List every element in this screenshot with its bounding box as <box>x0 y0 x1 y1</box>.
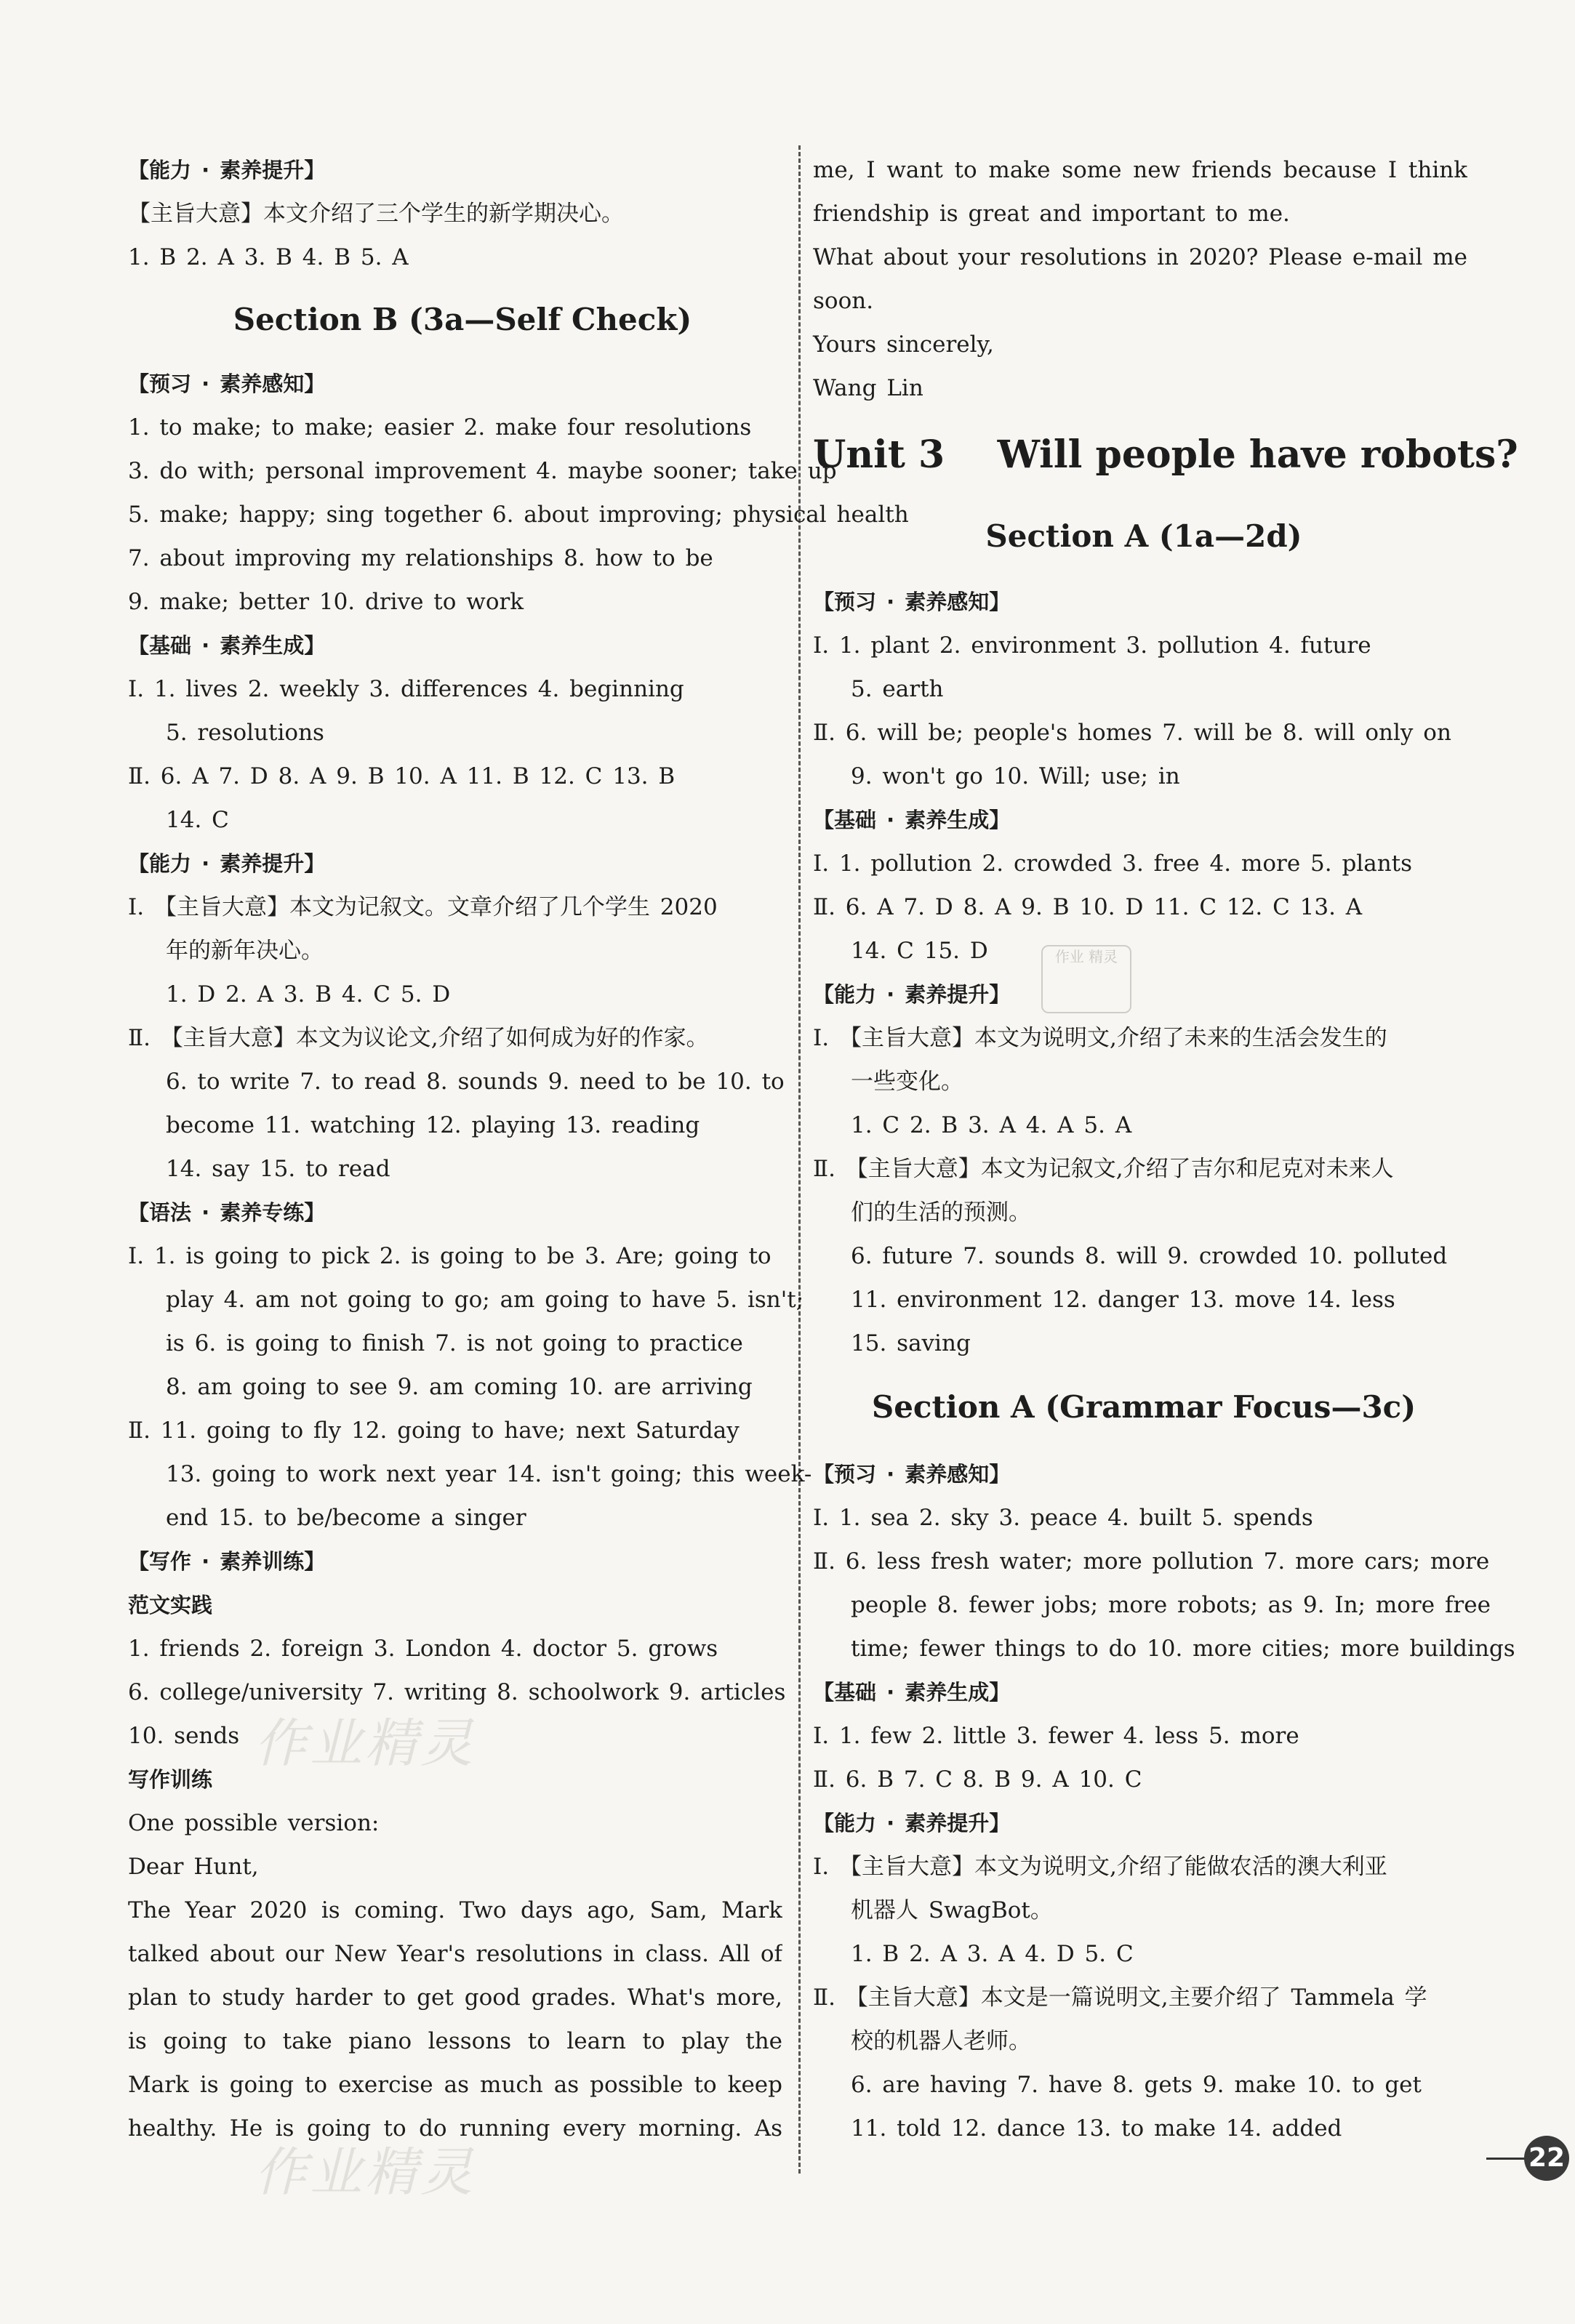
essay-line: One possible version: <box>128 1810 380 1836</box>
answer-line: 7. about improving my relationships 8. how to be <box>128 545 713 571</box>
answer-line: Ⅱ. 6. will be; people's homes 7. will be 8. will only on <box>813 720 1451 746</box>
section-tag: 【能力 · 素养提升】 <box>813 982 1011 1007</box>
essay-line: friendship is great and important to me. <box>813 201 1290 227</box>
column-divider <box>798 145 801 2174</box>
answer-line: 5. earth <box>851 676 944 702</box>
answer-line: people 8. fewer jobs; more robots; as 9. In; more free <box>851 1592 1491 1618</box>
answer-line: become 11. watching 12. playing 13. reading <box>166 1112 700 1138</box>
section-tag: 【能力 · 素养提升】 <box>128 158 326 182</box>
answer-line: 1. to make; to make; easier 2. make four resolutions <box>128 414 752 441</box>
essay-line: Dear Hunt, <box>128 1854 259 1880</box>
answer-line: Ⅰ. 1. pollution 2. crowded 3. free 4. more 5. plants <box>813 851 1413 877</box>
essay-line: plan to study harder to get good grades. What's more, <box>128 1985 782 2011</box>
subsection-label: 写作训练 <box>128 1767 213 1792</box>
summary-line: 机器人 SwagBot。 <box>851 1897 1053 1923</box>
essay-line: soon. <box>813 288 874 314</box>
section-tag: 【能力 · 素养提升】 <box>128 851 326 876</box>
section-tag: 【能力 · 素养提升】 <box>813 1811 1011 1836</box>
summary-line: Ⅰ. 【主旨大意】本文为说明文,介绍了未来的生活会发生的 <box>813 1025 1387 1051</box>
essay-line: Yours sincerely, <box>813 331 994 358</box>
summary-line: Ⅱ. 【主旨大意】本文为记叙文,介绍了吉尔和尼克对未来人 <box>813 1156 1394 1182</box>
summary-line: Ⅱ. 【主旨大意】本文是一篇说明文,主要介绍了 Tammela 学 <box>813 1985 1427 2011</box>
section-tag: 【预习 · 素养感知】 <box>813 590 1011 614</box>
section-heading: Section A (Grammar Focus—3c) <box>871 1389 1416 1425</box>
answer-line: 1. C 2. B 3. A 4. A 5. A <box>851 1112 1132 1138</box>
answer-line: 1. D 2. A 3. B 4. C 5. D <box>166 981 451 1008</box>
section-tag: 【预习 · 素养感知】 <box>813 1462 1011 1487</box>
section-tag: 【基础 · 素养生成】 <box>128 633 326 658</box>
answer-line: 10. sends <box>128 1723 240 1749</box>
answer-line: Ⅰ. 1. few 2. little 3. fewer 4. less 5. more <box>813 1723 1299 1749</box>
answer-line: 9. make; better 10. drive to work <box>128 589 524 615</box>
section-tag: 【基础 · 素养生成】 <box>813 1680 1011 1705</box>
summary-line: 【主旨大意】本文介绍了三个学生的新学期决心。 <box>128 201 624 227</box>
summary-line: Ⅱ. 【主旨大意】本文为议论文,介绍了如何成为好的作家。 <box>128 1025 709 1051</box>
answer-line: 1. B 2. A 3. A 4. D 5. C <box>851 1941 1134 1967</box>
unit-heading: Unit 3 Will people have robots? <box>813 433 1518 477</box>
answer-line: 14. say 15. to read <box>166 1156 390 1182</box>
subsection-label: 范文实践 <box>128 1593 213 1617</box>
answer-line: 13. going to work next year 14. isn't going; this week- <box>166 1461 812 1487</box>
watermark: 作业精灵 <box>255 1713 476 1774</box>
essay-line: Mark is going to exercise as much as possible to keep <box>128 2072 782 2098</box>
answer-line: 3. do with; personal improvement 4. maybe sooner; take up <box>128 458 837 484</box>
page-number-badge <box>1466 2131 1575 2182</box>
answer-line: Ⅱ. 11. going to fly 12. going to have; next Saturday <box>128 1418 740 1444</box>
essay-line: The Year 2020 is coming. Two days ago, Sam, Mark <box>128 1897 782 1923</box>
answer-line: Ⅰ. 1. sea 2. sky 3. peace 4. built 5. spends <box>813 1505 1313 1531</box>
section-heading: Section A (1a—2d) <box>985 518 1302 554</box>
answer-line: Ⅰ. 1. plant 2. environment 3. pollution 4. future <box>813 632 1371 659</box>
watermark: 作业精灵 <box>255 2142 476 2203</box>
answer-line: 5. resolutions <box>166 720 324 746</box>
answer-line: 15. saving <box>851 1330 971 1356</box>
answer-line: 6. to write 7. to read 8. sounds 9. need to be 10. to <box>166 1069 785 1095</box>
section-tag: 【语法 · 素养专练】 <box>128 1200 326 1225</box>
answer-line: time; fewer things to do 10. more cities; more buildings <box>851 1636 1515 1662</box>
page-number-dash <box>1486 2158 1530 2160</box>
section-tag: 【预习 · 素养感知】 <box>128 371 326 396</box>
page-number: 22 <box>1524 2136 1569 2181</box>
answer-line: 6. future 7. sounds 8. will 9. crowded 10. polluted <box>851 1243 1448 1269</box>
summary-line: 年的新年决心。 <box>166 938 324 964</box>
section-tag: 【基础 · 素养生成】 <box>813 808 1011 832</box>
answer-line: Ⅱ. 6. A 7. D 8. A 9. B 10. D 11. C 12. C 13. A <box>813 894 1363 920</box>
answer-line: Ⅱ. 6. A 7. D 8. A 9. B 10. A 11. B 12. C 13. B <box>128 763 676 789</box>
summary-line: 校的机器人老师。 <box>851 2028 1031 2054</box>
watermark-stamp: 作业 精灵 <box>1041 945 1131 1013</box>
section-heading: Section B (3a—Self Check) <box>233 302 692 337</box>
answer-line: 1. friends 2. foreign 3. London 4. doctor 5. grows <box>128 1636 718 1662</box>
answer-line: Ⅱ. 6. B 7. C 8. B 9. A 10. C <box>813 1766 1142 1793</box>
answer-line: 14. C <box>166 807 229 833</box>
answer-line: 14. C 15. D <box>851 938 988 964</box>
answer-line: 11. told 12. dance 13. to make 14. added <box>851 2115 1342 2142</box>
answer-line: Ⅰ. 1. is going to pick 2. is going to be 3. Are; going to <box>128 1243 772 1269</box>
essay-line: What about your resolutions in 2020? Please e-mail me <box>813 244 1467 270</box>
summary-line: Ⅰ. 【主旨大意】本文为记叙文。文章介绍了几个学生 2020 <box>128 894 718 920</box>
answer-line: is 6. is going to finish 7. is not going to practice <box>166 1330 743 1356</box>
answer-line: 5. make; happy; sing together 6. about improving; physical health <box>128 502 909 528</box>
answer-line: play 4. am not going to go; am going to have 5. isn't; <box>166 1287 804 1313</box>
answer-line: 6. college/university 7. writing 8. schoolwork 9. articles <box>128 1679 786 1705</box>
summary-line: 们的生活的预测。 <box>851 1199 1031 1226</box>
essay-line: me, I want to make some new friends because I think <box>813 157 1467 183</box>
section-tag: 【写作 · 素养训练】 <box>128 1549 326 1574</box>
answer-line: Ⅱ. 6. less fresh water; more pollution 7. more cars; more <box>813 1548 1490 1575</box>
right-column <box>813 0 1518 2324</box>
answer-line: Ⅰ. 1. lives 2. weekly 3. differences 4. beginning <box>128 676 684 702</box>
summary-line: 一些变化。 <box>851 1069 963 1095</box>
essay-line: healthy. He is going to do running every morning. As <box>128 2115 782 2142</box>
answer-line: 6. are having 7. have 8. gets 9. make 10. to get <box>851 2072 1422 2098</box>
answer-line: end 15. to be/become a singer <box>166 1505 526 1531</box>
answer-line: 1. B 2. A 3. B 4. B 5. A <box>128 244 409 270</box>
essay-line: Wang Lin <box>813 375 923 401</box>
summary-line: Ⅰ. 【主旨大意】本文为说明文,介绍了能做农活的澳大利亚 <box>813 1854 1387 1880</box>
essay-line: talked about our New Year's resolutions in class. All of <box>128 1941 782 1967</box>
answer-line: 8. am going to see 9. am coming 10. are arriving <box>166 1374 753 1400</box>
answer-line: 9. won't go 10. Will; use; in <box>851 763 1180 789</box>
answer-line: 11. environment 12. danger 13. move 14. less <box>851 1287 1395 1313</box>
essay-line: is going to take piano lessons to learn to play the <box>128 2028 782 2054</box>
